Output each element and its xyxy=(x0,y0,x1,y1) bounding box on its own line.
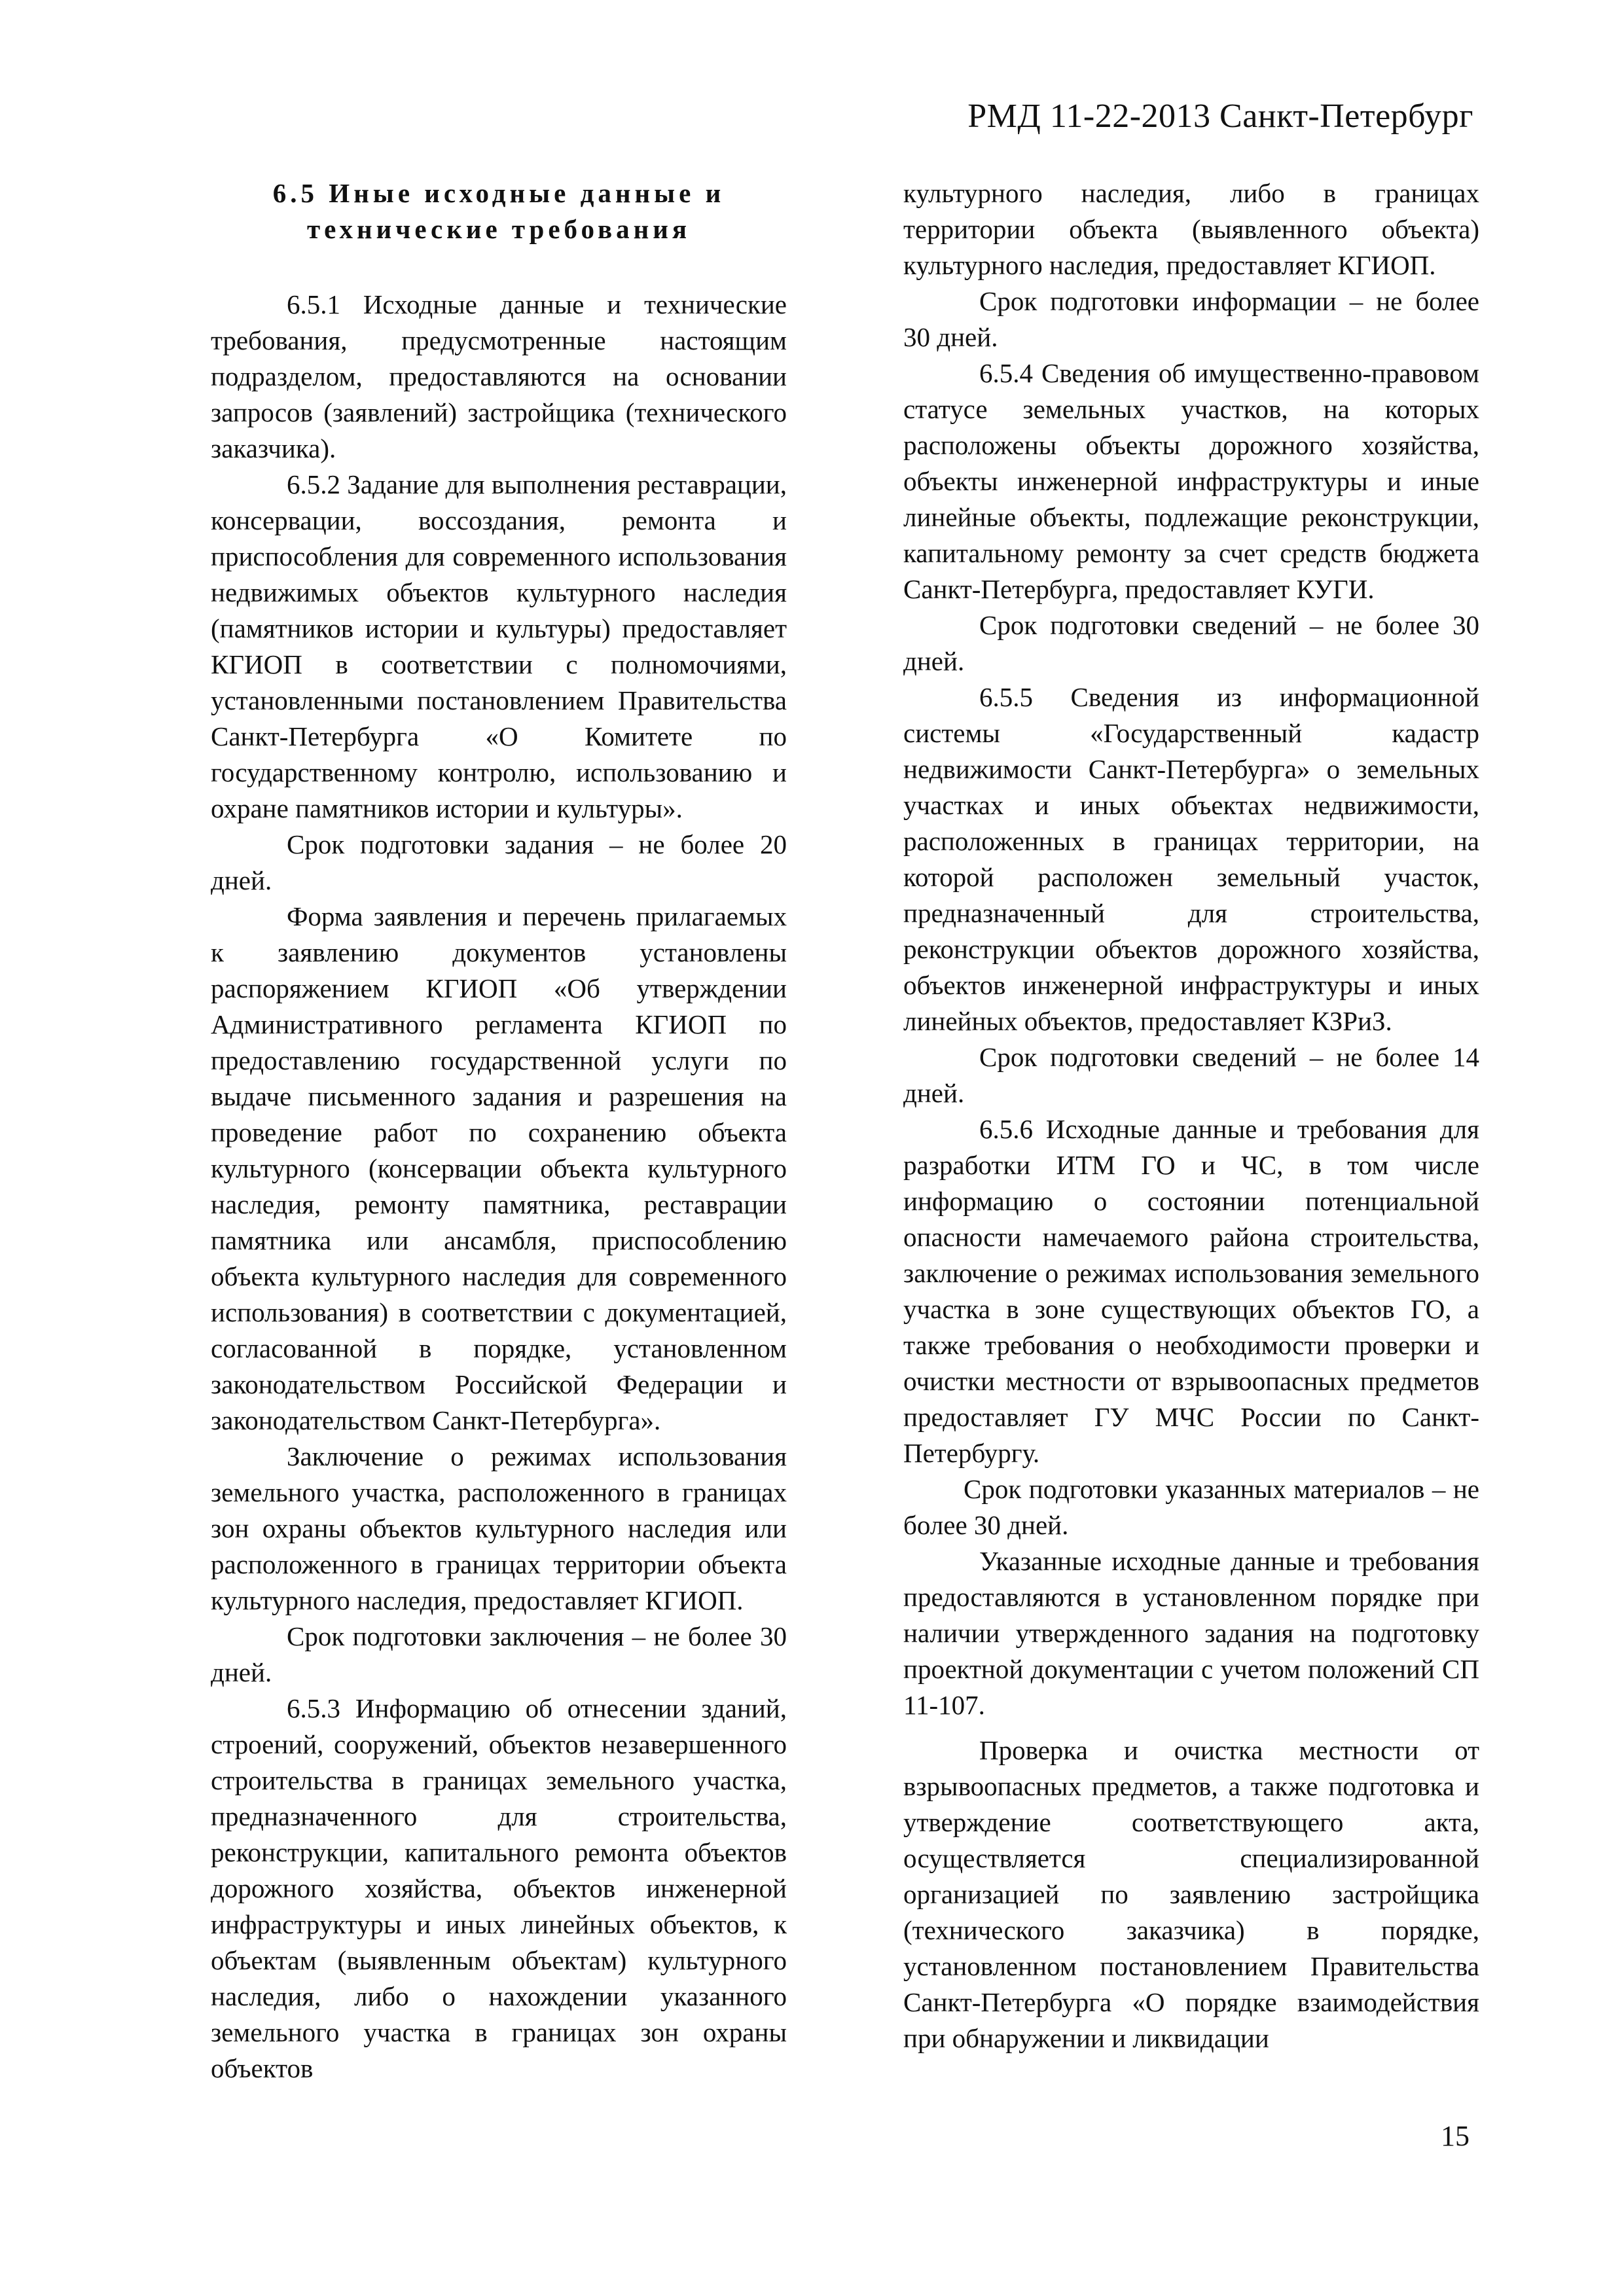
paragraph-conclusion-regime: Заключение о режимах использования земельного участка, расположенного в границах зон охраны объектов культурного наследия или расположенного в границах территории объекта культурного наследия, предоставляет КГИОП. xyxy=(211,1441,787,1615)
document-header: РМД 11-22-2013 Санкт-Петербург xyxy=(967,98,1473,135)
paragraph-6-5-3: 6.5.3 Информацию об отнесении зданий, строений, сооружений, объектов незавершенного строительства в границах земельного участка, предназначенного для строительства, реконструкции, капитального ремонта объектов дорожного хозяйства, объектов инженерной инфраструктуры и иных линейных объектов, к объектам (выявленным объектам) культурного наследия, либо о нахождении указанного земельного участка в границах зон охраны объектов xyxy=(211,1693,787,2083)
right-column xyxy=(903,175,1479,2056)
paragraph-6-5-2: 6.5.2 Задание для выполнения реставрации, консервации, воссоздания, ремонта и приспособления для современного использования недвижимых объектов культурного наследия (памятников истории и культуры) предоставляет КГИОП в соответствии с полномочиями, установленными постановлением Правительства Санкт-Петербурга «О Комитете по государственному контролю, использованию и охране памятников истории и культуры». xyxy=(211,469,787,823)
paragraph-6-5-3-continued: культурного наследия, либо в границах территории объекта (выявленного объекта) культурного наследия, предоставляет КГИОП. xyxy=(903,178,1479,280)
paragraph-area-clearance: Проверка и очистка местности от взрывоопасных предметов, а также подготовка и утверждение соответствующего акта, осуществляется специализированной организацией по заявлению застройщика (технического заказчика) в порядке, установленном постановлением Правительства Санкт-Петербурга «О порядке взаимодействия при обнаружении и ликвидации xyxy=(903,1735,1479,2053)
left-column xyxy=(211,175,787,2087)
paragraph-6-5-5: 6.5.5 Сведения из информационной системы «Государственный кадастр недвижимости Санкт-Петербурга» о земельных участках и иных объектах недвижимости, расположенных в границах территории, на которой расположен земельный участок, предназначенный для строительства, реконструкции объектов дорожного хозяйства, объектов инженерной инфраструктуры и иных линейных объектов, предоставляет КЗРиЗ. xyxy=(903,682,1479,1036)
paragraph-6-5-4: 6.5.4 Сведения об имущественно-правовом статусе земельных участков, на которых расположены объекты дорожного хозяйства, объекты инженерной инфраструктуры и иные линейные объекты, подлежащие реконструкции, капитальному ремонту за счет средств бюджета Санкт-Петербурга, предоставляет КУГИ. xyxy=(903,358,1479,604)
paragraph-application-form: Форма заявления и перечень прилагаемых к заявлению документов установлены распоряжением КГИОП «Об утверждении Административного регламента КГИОП по предоставлению государственной услуги по выдаче письменного задания и разрешения на проведение работ по сохранению объекта культурного (консервации объекта культурного наследия, ремонту памятника, реставрации памятника или ансамбля, приспособлению объекта культурного наследия для современного использования) в соответствии с документацией, согласованной в порядке, установленном законодательством Российской Федерации и законодательством Санкт-Петербурга». xyxy=(211,901,787,1435)
page-number: 15 xyxy=(1441,2120,1470,2152)
paragraph-deadline-materials: Срок подготовки указанных материалов – не более 30 дней. xyxy=(903,1474,1479,1540)
section-heading: 6.5 Иные исходные данные и технические требования xyxy=(272,178,725,244)
paragraph-deadline-information: Срок подготовки информации – не более 30 дней. xyxy=(903,286,1479,352)
paragraph-6-5-1: 6.5.1 Исходные данные и технические требования, предусмотренные настоящим подразделом, предоставляются на основании запросов (заявлений) застройщика (технического заказчика). xyxy=(211,289,787,463)
paragraph-deadline-conclusion: Срок подготовки заключения – не более 30 дней. xyxy=(211,1621,787,1687)
paragraph-deadline-task: Срок подготовки задания – не более 20 дней. xyxy=(211,829,787,895)
paragraph-deadline-kzriz: Срок подготовки сведений – не более 14 дней. xyxy=(903,1042,1479,1108)
paragraph-deadline-kugi: Срок подготовки сведений – не более 30 дней. xyxy=(903,610,1479,676)
paragraph-requirements-provision: Указанные исходные данные и требования предоставляются в установленном порядке при наличии утвержденного задания на подготовку проектной документации с учетом положений СП 11-107. xyxy=(903,1546,1479,1720)
paragraph-6-5-6: 6.5.6 Исходные данные и требования для разработки ИТМ ГО и ЧС, в том числе информацию о состоянии потенциальной опасности намечаемого района строительства, заключение о режимах использования земельного участка в зоне существующих объектов ГО, а также требования о необходимости проверки и очистки местности от взрывоопасных предметов предоставляет ГУ МЧС России по Санкт-Петербургу. xyxy=(903,1114,1479,1468)
